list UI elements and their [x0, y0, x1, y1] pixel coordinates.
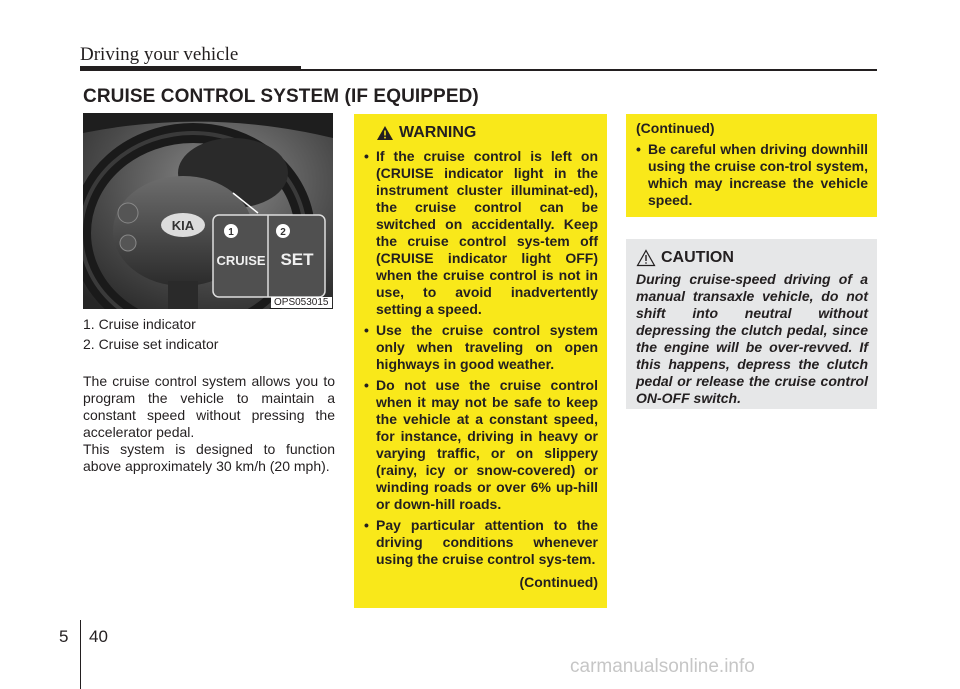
warning-bullet: • Pay particular attention to the driving conditions whenever using the cruise control sys-tem. [364, 517, 598, 568]
list-item: 2. Cruise set indicator [83, 336, 219, 352]
caution-box [626, 239, 877, 409]
warning-bullet: • Use the cruise control system only when traveling on open highways in good weather. [364, 322, 598, 373]
warning-icon [376, 125, 394, 141]
continued-heading: (Continued) [636, 120, 715, 136]
header-rule-thick [80, 66, 301, 71]
chapter-number: 5 [59, 627, 69, 646]
warning-bullet: • If the cruise control is left on (CRUISE indicator light in the instrument cluster illuminat-ed), the cruise control can be switched on accidentally. Keep the cruise control sys-tem off (CRUISE indicator light OFF) when the cruise control is not in use, to avoid inadvertently setting a speed. [364, 148, 598, 318]
list-item: 1. Cruise indicator [83, 316, 196, 332]
footer-divider [80, 620, 81, 689]
continued-label: (Continued) [519, 574, 598, 590]
warning-bullet: • Be careful when driving downhill using the cruise con-trol system, which may increase the vehicle speed. [636, 141, 868, 209]
marker-1: 1 [228, 227, 234, 238]
body-paragraph: This system is designed to function above approximately 30 km/h (20 mph). [83, 441, 335, 474]
body-paragraph: The cruise control system allows you to program the vehicle to maintain a constant speed without pressing the accelerator pedal. [83, 373, 335, 440]
warning-box [354, 114, 607, 608]
steering-wheel-photo [83, 113, 333, 309]
kia-logo: KIA [171, 218, 195, 233]
caution-title: CAUTION [661, 249, 734, 266]
watermark: carmanualsonline.info [570, 656, 755, 677]
cruise-button-label: CRUISE [216, 253, 266, 268]
warning-bullet: • Do not use the cruise control when it may not be safe to keep the vehicle at a constant speed, for instance, driving in heavy or varying traffic, or on slippery (rainy, icy or snow-covered) or winding roads or over 6% up-hill or down-hill roads. [364, 377, 598, 513]
section-title: CRUISE CONTROL SYSTEM (IF EQUIPPED) [83, 86, 479, 107]
caution-heading [636, 247, 868, 269]
continued-warning-box [626, 114, 877, 217]
caution-text: During cruise-speed driving of a manual transaxle vehicle, do not shift into neutral without depressing the clutch pedal, since the engine will be over-revved. If this happens, depress the clutch pedal or release the cruise control ON-OFF switch. [636, 271, 868, 406]
set-button-label: SET [280, 250, 314, 269]
warning-title: WARNING [399, 124, 477, 141]
marker-2: 2 [280, 227, 286, 238]
steering-wheel-illustration [83, 113, 333, 309]
page-number: 40 [89, 627, 108, 646]
caution-icon [636, 249, 656, 267]
header-rule-thin [301, 69, 877, 71]
warning-heading [364, 122, 598, 144]
running-header: Driving your vehicle [80, 44, 239, 65]
photo-caption: OPS053015 [271, 297, 332, 308]
